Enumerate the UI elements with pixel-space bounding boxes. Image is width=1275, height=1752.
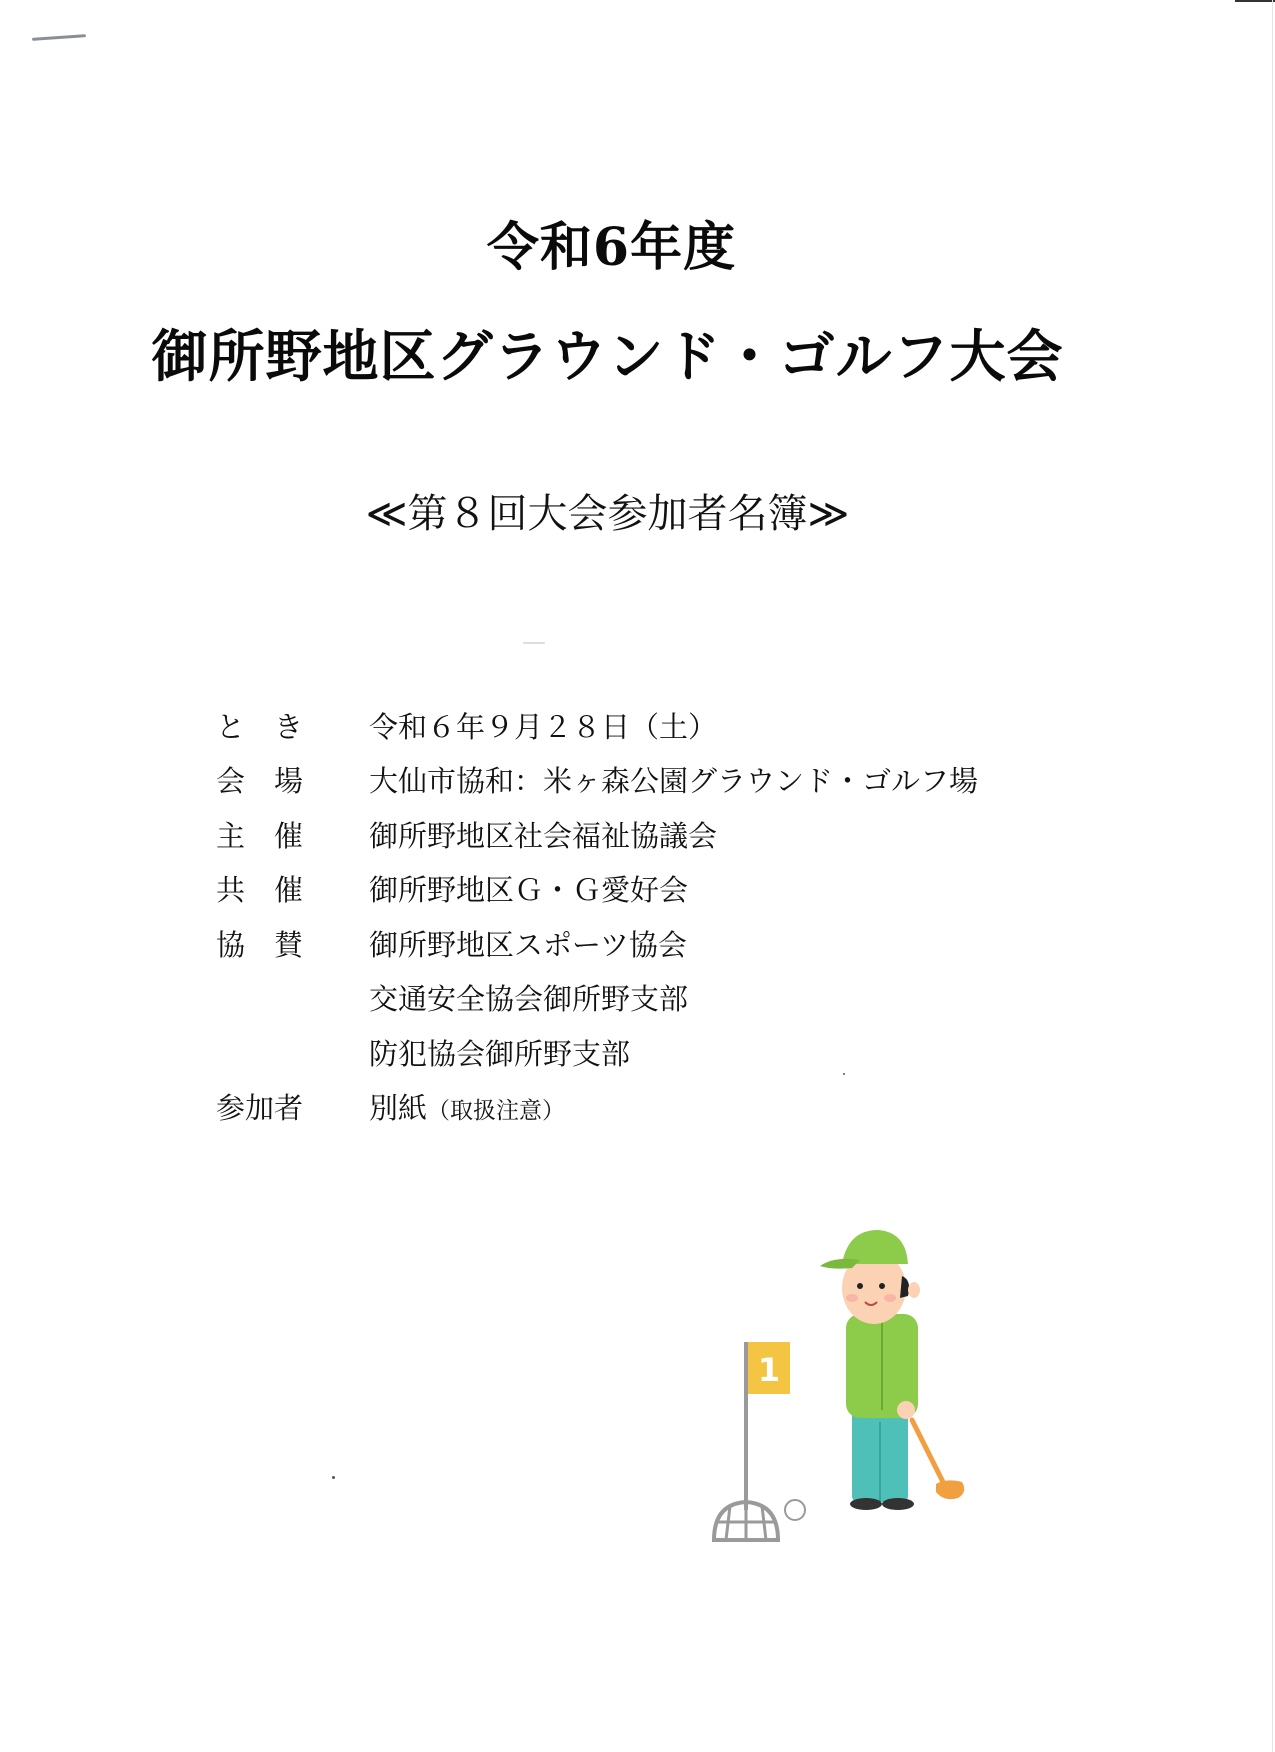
scan-speck [843,1073,845,1075]
detail-value: 御所野地区スポーツ協会 [369,927,687,962]
detail-row-co-host [216,862,1076,917]
detail-row-sponsor-3 [216,1025,1076,1080]
detail-value: 御所野地区社会福祉協議会 [369,818,718,853]
shoe [850,1498,882,1510]
golfer-illustration [700,1200,980,1560]
scan-edge [1272,0,1273,1752]
detail-value: 御所野地区Ｇ・Ｇ愛好会 [369,873,689,908]
scan-speck [332,1476,335,1479]
event-details [216,698,1076,1134]
shoe [882,1498,914,1510]
title-year: 令和6年度 [486,217,737,278]
golf-ball [785,1500,805,1520]
detail-row-venue [216,753,1076,808]
detail-row-organizer [216,807,1076,862]
cap [842,1230,908,1264]
golf-club [912,1420,948,1492]
detail-value: 防犯協会御所野支部 [369,1036,631,1071]
detail-value: 令和６年９月２８日（土） [369,709,718,744]
detail-label: 参加者 [216,1091,304,1126]
detail-row-date [216,698,1076,753]
hands [897,1401,915,1419]
detail-value: 大仙市協和：米ヶ森公園グラウンド・ゴルフ場 [369,764,979,799]
detail-note: （取扱注意） [427,1098,566,1125]
detail-label: 共 催 [216,873,304,908]
detail-row-sponsor-2 [216,971,1076,1026]
flag-number: 1 [757,1351,781,1389]
detail-value-text: 別紙 [369,1091,428,1126]
scan-mark [32,34,86,41]
detail-row-participants [216,1080,1076,1135]
detail-value [369,1086,1076,1127]
scan-mark-top [1235,0,1275,2]
detail-label: と き [216,709,304,744]
title-event: 御所野地区グラウンド・ゴルフ大会 [151,324,1064,390]
detail-label: 協 賛 [216,927,304,962]
scan-speck [523,642,545,644]
subtitle-roster: ≪第８回大会参加者名簿≫ [365,491,850,537]
detail-value: 交通安全協会御所野支部 [369,982,689,1017]
detail-label: 会 場 [216,764,304,799]
detail-row-sponsor [216,916,1076,971]
detail-label: 主 催 [216,818,304,853]
